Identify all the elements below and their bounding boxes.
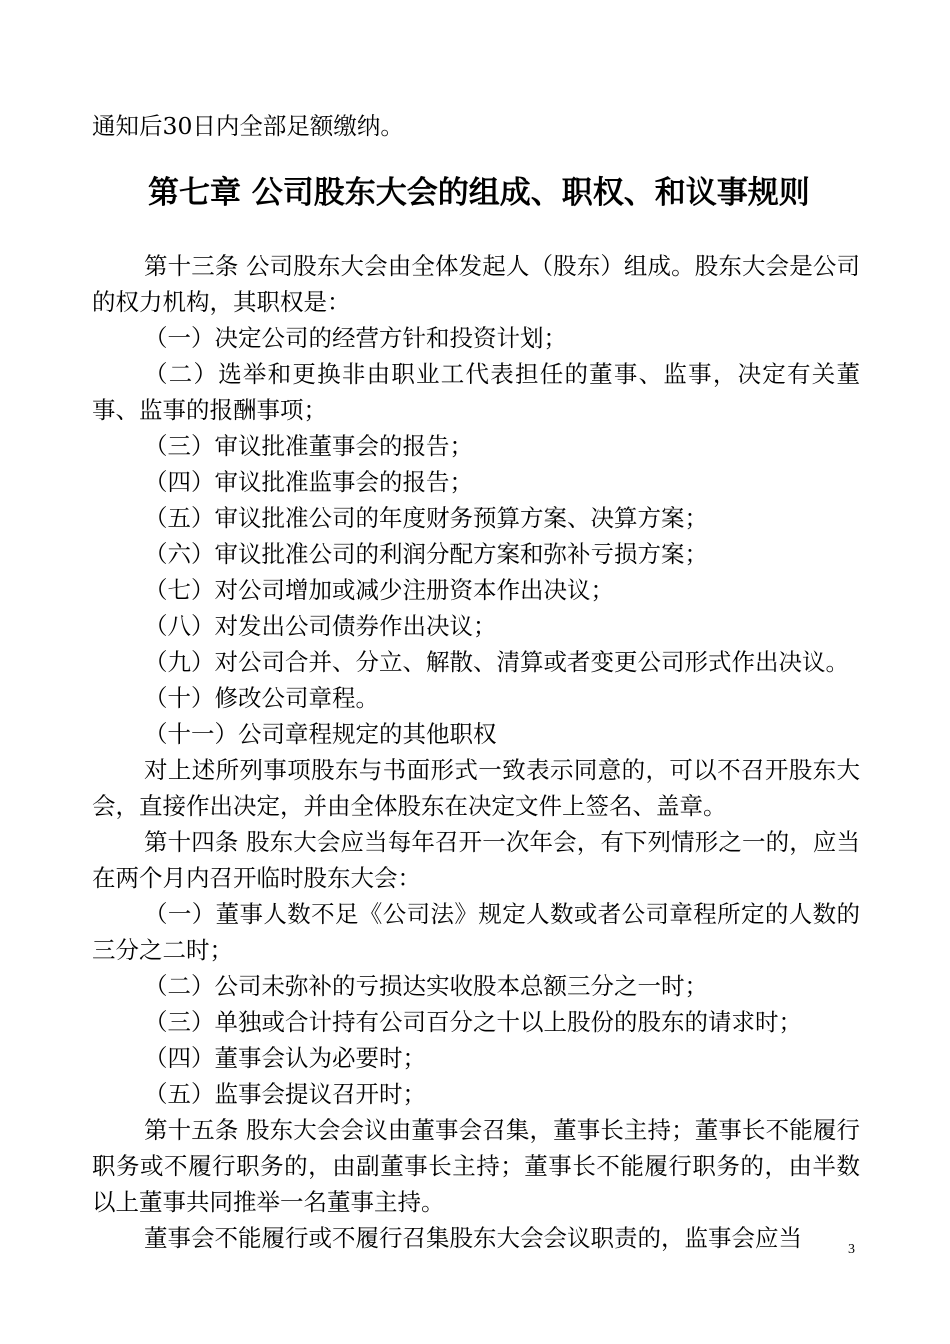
list-item: （一）决定公司的经营方针和投资计划； xyxy=(144,324,567,352)
list-item: （二）选举和更换非由职业工代表担任的董事、监事，决定有关董事、监事的报酬事项； xyxy=(92,360,860,424)
list-item: （三）审议批准董事会的报告； xyxy=(144,432,473,460)
article-13: 第十三条 公司股东大会由全体发起人（股东）组成。股东大会是公司的权力机构，其职权是： xyxy=(92,252,860,316)
list-item: （五）审议批准公司的年度财务预算方案、决算方案； xyxy=(144,504,708,532)
list-item: （四）董事会认为必要时； xyxy=(144,1044,426,1072)
article-14: 第十四条 股东大会应当每年召开一次年会，有下列情形之一的，应当在两个月内召开临时股东大会： xyxy=(92,828,860,892)
article-15: 第十五条 股东大会会议由董事会召集，董事长主持；董事长不能履行职务或不履行职务的，由副董事长主持；董事长不能履行职务的，由半数以上董事共同推举一名董事主持。 xyxy=(92,1116,860,1216)
list-item: （三）单独或合计持有公司百分之十以上股份的股东的请求时； xyxy=(144,1008,802,1036)
list-item: （五）监事会提议召开时； xyxy=(144,1080,426,1108)
list-item: （八）对发出公司债券作出决议； xyxy=(144,612,497,640)
list-item: （一）董事人数不足《公司法》规定人数或者公司章程所定的人数的三分之二时； xyxy=(92,900,860,964)
list-item: （十）修改公司章程。 xyxy=(144,684,379,712)
paragraph: 董事会不能履行或不履行召集股东大会会议职责的，监事会应当 xyxy=(144,1224,802,1252)
list-item: （六）审议批准公司的利润分配方案和弥补亏损方案； xyxy=(144,540,708,568)
page-number: 3 xyxy=(848,1242,855,1257)
list-item: （七）对公司增加或减少注册资本作出决议； xyxy=(144,576,614,604)
list-item: （十一）公司章程规定的其他职权 xyxy=(144,720,497,748)
chapter-heading: 第七章 公司股东大会的组成、职权、和议事规则 xyxy=(148,175,810,211)
paragraph: 对上述所列事项股东与书面形式一致表示同意的，可以不召开股东大会，直接作出决定，并由全体股东在决定文件上签名、盖章。 xyxy=(92,756,860,820)
paragraph-continuation: 通知后30日内全部足额缴纳。 xyxy=(92,112,404,140)
list-item: （九）对公司合并、分立、解散、清算或者变更公司形式作出决议。 xyxy=(144,648,849,676)
list-item: （四）审议批准监事会的报告； xyxy=(144,468,473,496)
list-item: （二）公司未弥补的亏损达实收股本总额三分之一时； xyxy=(144,972,708,1000)
